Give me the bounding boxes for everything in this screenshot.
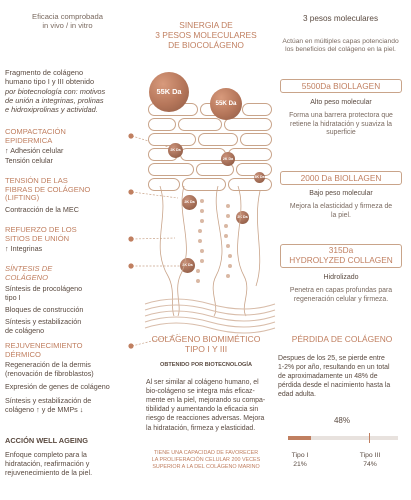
loss-body-line: Despues de los 25, se pierde entre — [278, 355, 385, 362]
loss-title: PÉRDIDA DE COLÁGENO — [291, 334, 393, 344]
right-title: 3 pesos moleculares — [302, 14, 379, 23]
efficacy-line-1: Eficacia comprobada — [32, 12, 103, 21]
brick — [148, 118, 176, 131]
brick — [242, 103, 272, 116]
brick — [178, 118, 222, 131]
right-intro-line: Actúan en múltiples capas potenciando — [282, 38, 399, 45]
footer-line: SUPERIOR A LA DEL COLÁGENO MARINO — [152, 463, 260, 470]
brick — [224, 118, 272, 131]
biomimetic-title-line: TIPO I Y III — [184, 344, 228, 355]
section-item: Síntesis y estabilización de — [5, 396, 92, 406]
biomimetic-subtitle: OBTENIDO POR BIOTECNOLOGÍA — [160, 362, 252, 368]
molecule-label: 55K Da — [156, 87, 182, 96]
molecule-3k — [254, 172, 265, 183]
section-item: (renovación de fibroblastos) — [5, 369, 94, 379]
molecule-label: 55K Da — [215, 100, 237, 107]
section-item: Expresión de genes de colágeno — [5, 382, 110, 392]
molecule-2k — [168, 143, 183, 158]
brick — [180, 148, 226, 161]
biomimetic-title — [140, 334, 272, 355]
desc-line: superficie — [326, 129, 356, 137]
body-line: tibilidad y aumentando la eficacia sin — [146, 406, 259, 414]
molecule-55k-large — [149, 72, 189, 112]
section-title-line: COLÁGENO — [5, 272, 49, 282]
molecule-label: 3K Da — [254, 175, 265, 179]
collagen-2000-desc — [274, 203, 408, 220]
desc-line: la piel. — [331, 211, 351, 219]
intro-line: Fragmento de colágeno — [5, 68, 84, 77]
loss-body-line: de aproximadamente un 48% de — [278, 373, 378, 381]
loss-percent: 48% — [333, 416, 350, 425]
body-line: la hidratación, firmeza y elasticidad. — [146, 424, 256, 432]
section-item: Bloques de construcción — [5, 305, 84, 315]
right-intro — [272, 38, 409, 55]
type-3-name: Tipo III — [359, 452, 381, 459]
well-ageing-title: ACCIÓN WELL AGEING — [5, 436, 88, 445]
desc-line: regeneración celular y firmeza. — [293, 295, 389, 303]
type-1-value: 21% — [293, 460, 307, 468]
collagen-2000-label: 2000 Da BIOLLAGEN — [280, 171, 402, 185]
desc-line: Mejora la elasticidad y firmeza de — [289, 203, 393, 210]
body-line: Al ser similar al colágeno humano, el — [146, 379, 259, 386]
loss-body-line: edad adulta. — [278, 391, 316, 399]
loss-bar-marker-type-3 — [369, 433, 370, 443]
section-item: Contracción de la MEC — [5, 205, 79, 215]
molecule-label: 2K Da — [222, 157, 234, 161]
center-title-line: 3 PESOS MOLECULARES — [155, 30, 257, 41]
section-title-line: REJUVENECIMIENTO — [5, 341, 83, 350]
intro-line: e hidroxiprolinas y actividad. — [5, 105, 98, 114]
collagen-2000-subtitle: Bajo peso molecular — [309, 190, 373, 197]
collagen-fiber-network — [140, 186, 280, 336]
bullet-dot — [128, 236, 133, 241]
type-3-value: 74% — [363, 460, 377, 468]
bullet-dot — [128, 189, 133, 194]
molecule-label: 2K Da — [170, 148, 181, 152]
desc-line: Penetra en capas profundas para — [289, 287, 393, 294]
molecule-label: 2K Da — [184, 200, 195, 204]
loss-body-line: pérdida desde el nacimiento hasta la — [278, 382, 391, 390]
type-1-name: Tipo I — [291, 452, 309, 459]
molecule-label: 2K Da — [182, 263, 193, 267]
section-item: Síntesis de procolágeno — [5, 284, 83, 294]
collagen-315-label-line: HYDROLYZED COLLAGEN — [289, 254, 393, 265]
well-ageing-line: hidratación, reafirmación y — [5, 459, 90, 468]
section-title-line: SITIOS DE UNIÓN — [5, 233, 70, 243]
biomimetic-body — [146, 378, 270, 433]
collagen-5500-desc — [274, 112, 408, 138]
molecule-2k — [221, 152, 235, 166]
section-item: ↑ Adhesión celular — [5, 146, 64, 156]
intro-line: humano tipo I y III obtenido — [5, 77, 95, 87]
bullet-dot — [128, 343, 133, 348]
type-1-label — [280, 452, 320, 470]
section-title-line: TENSIÓN DE LAS — [5, 176, 68, 185]
well-ageing-line: rejuvenecimiento de la piel. — [5, 468, 93, 477]
body-line: mente en la piel, mejorando su compa- — [146, 397, 266, 405]
brick — [198, 133, 238, 146]
molecule-55k-medium — [210, 88, 242, 120]
type-3-label — [350, 452, 390, 470]
molecule-label: 2K Da — [237, 215, 248, 219]
section-title-line: COMPACTACIÓN — [5, 127, 66, 136]
collagen-315-label — [280, 244, 402, 268]
biomimetic-footer — [140, 450, 272, 470]
section-item: ↑ Integrinas — [5, 244, 43, 254]
collagen-5500-label: 5500Da BIOLLAGEN — [280, 79, 402, 93]
well-ageing-line: Enfoque completo para la — [5, 450, 87, 459]
section-title-line: EPIDERMICA — [5, 135, 53, 145]
footer-line: LA PROLIFERACIÓN CELULAR 200 VECES — [151, 456, 261, 463]
brick — [148, 163, 194, 176]
center-title-line: DE BIOCOLÁGENO — [168, 40, 244, 51]
collagen-315-label-line: 315Da — [328, 245, 354, 255]
section-title-line: FIBRAS DE COLÁGENO — [5, 184, 91, 194]
collagen-5500-subtitle: Alto peso molecular — [310, 99, 372, 106]
section-item: Síntesis y estabilización — [5, 317, 82, 327]
center-title — [140, 20, 272, 50]
efficacy-line-2: in vivo / in vitro — [42, 21, 93, 31]
section-title-line: REFUERZO DE LOS — [5, 225, 77, 234]
bullet-dot — [128, 133, 133, 138]
section-item: Tensión celular — [5, 155, 53, 165]
right-intro-line: los beneficios del colágeno en la piel. — [285, 46, 396, 54]
intro-line: de unión a integrinas, prolinas — [5, 95, 104, 105]
bullet-dot — [128, 263, 133, 268]
loss-body-line: 1-2% por año, resultando en un total — [278, 364, 390, 372]
section-title-line: SÍNTESIS DE — [5, 264, 53, 273]
brick — [240, 133, 272, 146]
collagen-315-subtitle: Hidrolizado — [323, 274, 359, 281]
desc-line: retiene la hidratación y suaviza la — [290, 120, 392, 128]
section-item: Regeneración de la dermis — [5, 360, 91, 370]
desc-line: Forma una barrera protectora que — [289, 112, 393, 119]
section-item: de colágeno — [5, 326, 45, 336]
loss-bar-fill-type-1 — [288, 436, 311, 440]
body-line: bio-colágeno se integra más eficaz- — [146, 388, 255, 396]
section-title-line: DÉRMICO — [5, 349, 41, 359]
section-item: colágeno ↑ y de MMPs ↓ — [5, 405, 84, 415]
section-item: tipo I — [5, 293, 21, 303]
intro-line: por biotecnología con: motivos — [5, 86, 106, 96]
body-line: riesgo de reacciones adversas. Mejora — [146, 415, 265, 423]
loss-body — [278, 354, 406, 400]
section-title-line: (LIFTING) — [5, 193, 40, 203]
center-title-line: SINERGIA DE — [179, 20, 233, 30]
biomimetic-title-line: COLÁGENO BIOMIMÉTICO — [151, 334, 261, 344]
footer-line: TIENE UNA CAPACIDAD DE FAVORECER — [153, 450, 259, 456]
collagen-315-desc — [274, 287, 408, 304]
